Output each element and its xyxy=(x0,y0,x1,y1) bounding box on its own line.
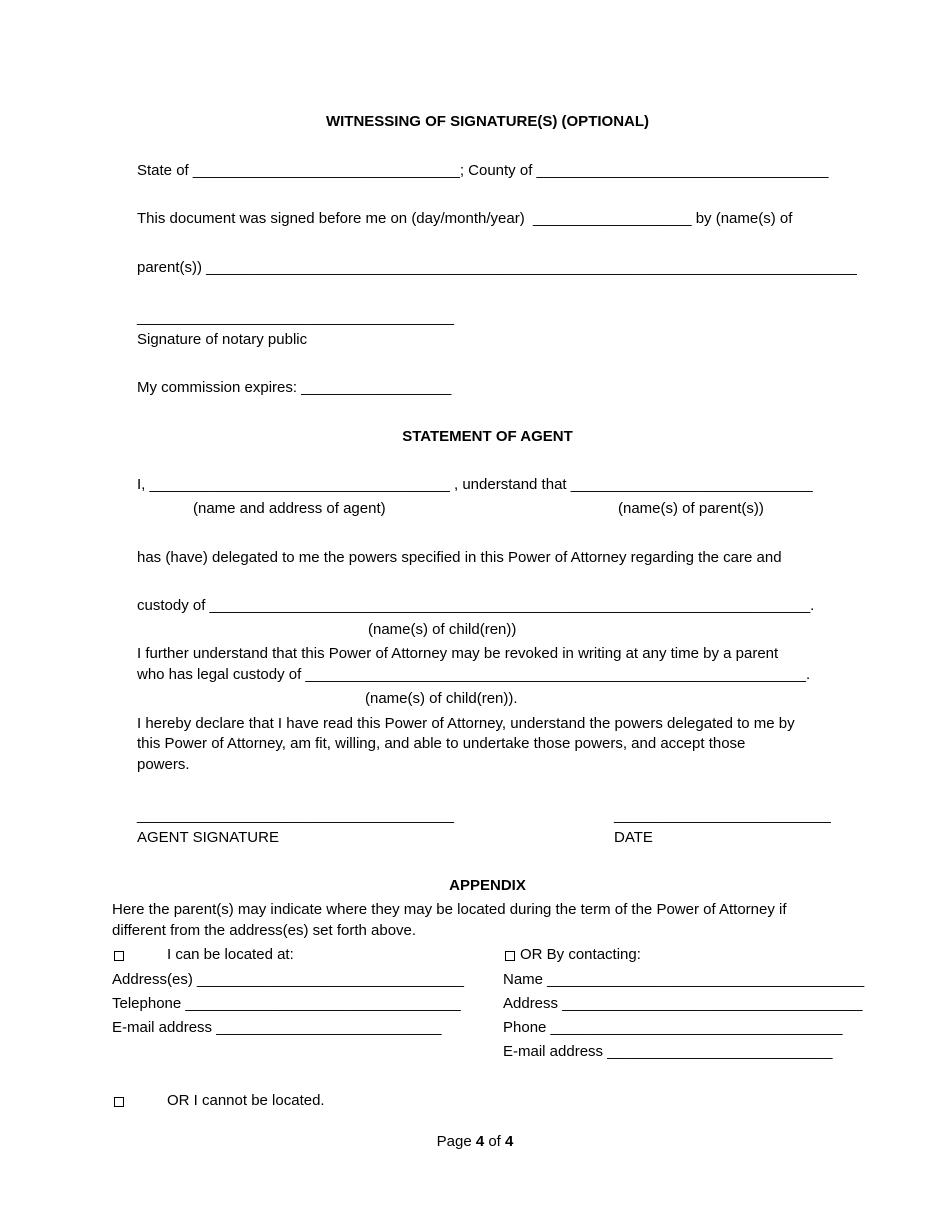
custody-line: custody of ________________________________________________________________________. xyxy=(137,597,815,614)
telephone-field: Telephone _________________________________ xyxy=(112,995,461,1012)
signed-date-line: This document was signed before me on (day/month/year) ___________________ by (name(s) of xyxy=(137,210,793,227)
child-caption: (name(s) of child(ren)) xyxy=(368,621,517,638)
declare-text-2: this Power of Attorney, am fit, willing, and able to undertake those powers, and accept those xyxy=(137,735,746,752)
page-prefix: Page xyxy=(436,1133,476,1150)
declare-text-3: powers. xyxy=(137,756,190,773)
email-field: E-mail address ___________________________ xyxy=(112,1019,442,1036)
parent-name-caption: (name(s) of parent(s)) xyxy=(618,500,764,517)
appendix-intro-1: Here the parent(s) may indicate where they may be located during the term of the Power of Attorney if xyxy=(112,901,787,918)
revoke-text-2: who has legal custody of ____________________________________________________________. xyxy=(137,666,811,683)
cannot-be-located-label: OR I cannot be located. xyxy=(167,1092,325,1109)
witnessing-heading: WITNESSING OF SIGNATURE(S) (OPTIONAL) xyxy=(325,113,650,130)
declare-text-1: I hereby declare that I have read this Power of Attorney, understand the powers delegated to me by xyxy=(137,715,795,732)
agent-name-caption: (name and address of agent) xyxy=(193,500,386,517)
located-label: I can be located at: xyxy=(167,946,294,963)
date-line: __________________________ xyxy=(614,807,831,824)
date-label: DATE xyxy=(614,829,653,846)
contact-phone-field: Phone ___________________________________ xyxy=(503,1019,843,1036)
contact-email-field: E-mail address ___________________________ xyxy=(503,1043,833,1060)
appendix-intro-2: different from the address(es) set forth above. xyxy=(112,922,417,939)
delegated-text: has (have) delegated to me the powers specified in this Power of Attorney regarding the care and xyxy=(137,549,782,566)
state-county-line: State of ________________________________; County of ___________________________________ xyxy=(137,162,829,179)
agent-heading: STATEMENT OF AGENT xyxy=(402,428,573,445)
revoke-text-1: I further understand that this Power of Attorney may be revoked in writing at any time by a parent xyxy=(137,645,779,662)
cannot-be-located-checkbox[interactable] xyxy=(114,1097,124,1107)
notary-signature-line: ______________________________________ xyxy=(137,309,455,326)
contact-name-field: Name ______________________________________ xyxy=(503,971,865,988)
contacting-checkbox[interactable] xyxy=(505,951,515,961)
agent-signature-label: AGENT SIGNATURE xyxy=(137,829,279,846)
child-caption-2: (name(s) of child(ren)). xyxy=(365,690,518,707)
parents-name-line: parent(s)) ______________________________________________________________________________ xyxy=(137,259,857,276)
address-field: Address(es) ________________________________ xyxy=(112,971,464,988)
agent-understand-line: I, ____________________________________ , understand that _____________________________ xyxy=(137,476,813,493)
page-number xyxy=(0,1133,950,1151)
notary-signature-label: Signature of notary public xyxy=(137,331,308,348)
located-checkbox[interactable] xyxy=(114,951,124,961)
agent-signature-line: ______________________________________ xyxy=(137,807,455,824)
page-of: of xyxy=(484,1133,506,1150)
page-total: 4 xyxy=(505,1133,514,1150)
contact-address-field: Address ____________________________________ xyxy=(503,995,863,1012)
appendix-heading: APPENDIX xyxy=(449,877,526,894)
page-current: 4 xyxy=(475,1133,485,1150)
commission-expires: My commission expires: __________________ xyxy=(137,379,452,396)
contacting-label: OR By contacting: xyxy=(520,946,641,963)
